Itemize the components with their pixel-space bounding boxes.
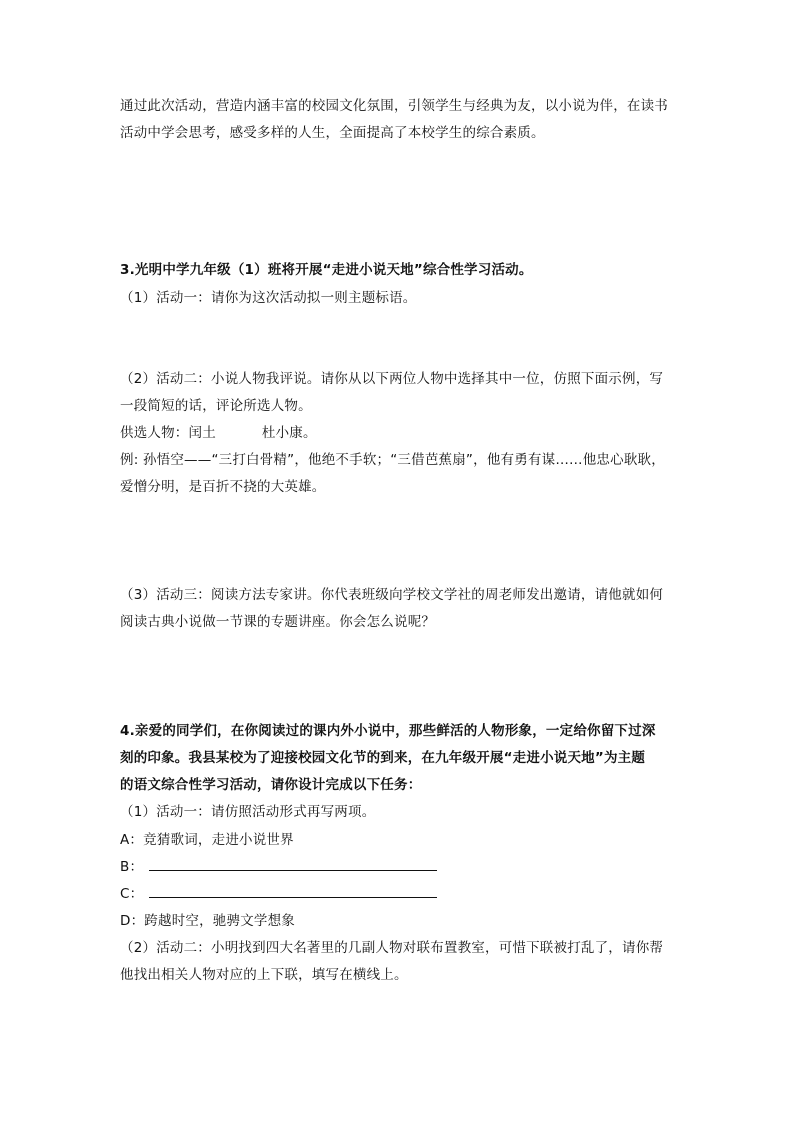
q4-item-a: A：竞猜歌词，走进小说世界 [120, 832, 294, 848]
q3-activity-1: （1）活动一：请你为这次活动拟一则主题标语。 [120, 290, 417, 306]
q4-activity-2-line-1: （2）活动二：小明找到四大名著里的几副人物对联布置教室，可惜下联被打乱了，请你帮 [120, 940, 664, 956]
question-4-title-line-3: 的语文综合性学习活动，请你设计完成以下任务： [120, 777, 422, 793]
q3-option-runtu: 供选人物：闰土 [120, 425, 216, 441]
q4-activity-1: （1）活动一：请仿照活动形式再写两项。 [120, 804, 376, 820]
intro-line-1: 通过此次活动，营造内涵丰富的校园文化氛围，引领学生与经典为友，以小说为伴，在读书 [120, 98, 668, 114]
q4-item-d: D：跨越时空，驰骋文学想象 [120, 913, 295, 929]
q4-item-c [120, 885, 437, 903]
q3-activity-3-line-2: 阅读古典小说做一节课的专题讲座。你会怎么说呢？ [120, 614, 436, 630]
question-3-title: 3.光明中学九年级（1）班将开展“走进小说天地”综合性学习活动。 [120, 262, 533, 278]
q3-activity-3-line-1: （3）活动三：阅读方法专家讲。你代表班级向学校文学社的周老师发出邀请，请他就如何 [120, 587, 664, 603]
intro-line-2: 活动中学会思考，感受多样的人生，全面提高了本校学生的综合素质。 [120, 125, 545, 141]
q3-example-line-1: 例: 孙悟空——“三打白骨精”，他绝不手软；“三借芭蕉扇”，他有勇有谋……他忠心耿耿， [120, 452, 665, 468]
q3-character-options [120, 424, 317, 442]
q3-activity-2-line-1: （2）活动二：小说人物我评说。请你从以下两位人物中选择其中一位，仿照下面示例，写 [120, 371, 664, 387]
question-4-title-line-1: 4.亲爱的同学们，在你阅读过的课内外小说中，那些鲜活的人物形象，一定给你留下过深 [120, 723, 656, 739]
q4-item-b [120, 858, 437, 876]
q4-item-b-label: B： [120, 859, 144, 875]
q4-activity-2-line-2: 他找出相关人物对应的上下联，填写在横线上。 [120, 967, 408, 983]
q4-item-c-label: C： [120, 886, 144, 902]
q4-item-c-answer-blank[interactable] [149, 885, 437, 898]
q3-example-line-2: 爱憎分明，是百折不挠的大英雄。 [120, 479, 326, 495]
q3-activity-2-line-2: 一段简短的话，评论所选人物。 [120, 398, 312, 414]
q3-option-duxiaokang: 杜小康。 [261, 425, 317, 441]
question-4-title-line-2: 刻的印象。我县某校为了迎接校园文化节的到来，在九年级开展“走进小说天地”为主题 [120, 750, 646, 766]
q4-item-b-answer-blank[interactable] [149, 858, 437, 871]
